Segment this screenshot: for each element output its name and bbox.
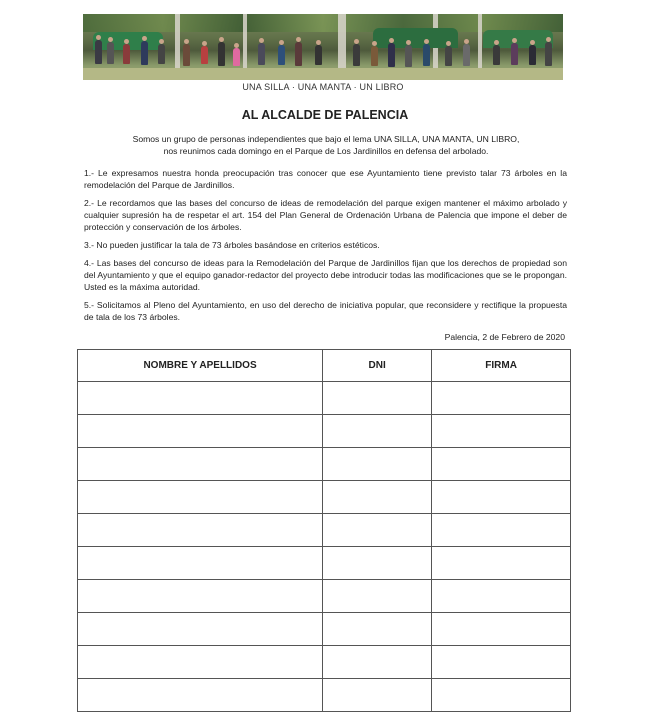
column-header-name: NOMBRE Y APELLIDOS — [78, 350, 323, 382]
header-banner — [83, 14, 563, 94]
name-cell — [78, 646, 323, 679]
table-row — [78, 580, 571, 613]
table-row — [78, 514, 571, 547]
name-cell — [78, 415, 323, 448]
dni-cell — [323, 580, 432, 613]
petition-point-2: 2.- Le recordamos que las bases del concurso de ideas de remodelación del parque exigen mantener el máximo arbolado y cualquier supresión ha de respetar el art. 154 del Plan General de Ordenación Urbana de Palencia que impone el deber de protección y conservación de los árboles. — [84, 198, 567, 232]
signature-cell — [432, 514, 571, 547]
table-row — [78, 679, 571, 712]
signature-cell — [432, 580, 571, 613]
name-cell — [78, 514, 323, 547]
signature-cell — [432, 547, 571, 580]
dni-cell — [323, 547, 432, 580]
table-header-row — [78, 350, 571, 382]
signature-cell — [432, 481, 571, 514]
document-title: AL ALCALDE DE PALENCIA — [241, 108, 409, 122]
column-header-signature: FIRMA — [432, 350, 571, 382]
petition-point-1: 1.- Le expresamos nuestra honda preocupación tras conocer que ese Ayuntamiento tiene previsto talar 73 árboles en la remodelación del Parque de Jardinillos. — [84, 168, 567, 190]
table-row — [78, 415, 571, 448]
table-row — [78, 613, 571, 646]
name-cell — [78, 679, 323, 712]
petition-point-4: 4.- Las bases del concurso de ideas para la Remodelación del Parque de Jardinillos fijan que los derechos de propiedad son del Ayuntamiento y que el equipo ganador-redactor del proyecto debe introducir todas las modificaciones que se le propongan. Usted es la máxima autoridad. — [84, 258, 567, 292]
name-cell — [78, 481, 323, 514]
dni-cell — [323, 679, 432, 712]
signature-cell — [432, 613, 571, 646]
crowd-in-park-photo — [83, 14, 563, 80]
signature-cell — [432, 382, 571, 415]
signature-cell — [432, 415, 571, 448]
document-date: Palencia, 2 de Febrero de 2020 — [444, 332, 565, 342]
dni-cell — [323, 514, 432, 547]
dni-cell — [323, 481, 432, 514]
intro-line: nos reunimos cada domingo en el Parque de Los Jardinillos en defensa del arbolado. — [163, 146, 489, 156]
table-row — [78, 646, 571, 679]
name-cell — [78, 547, 323, 580]
dni-cell — [323, 646, 432, 679]
table-row — [78, 382, 571, 415]
signature-cell — [432, 646, 571, 679]
table-row — [78, 547, 571, 580]
name-cell — [78, 580, 323, 613]
name-cell — [78, 613, 323, 646]
petition-point-3: 3.- No pueden justificar la tala de 73 árboles basándose en criterios estéticos. — [84, 240, 380, 250]
column-header-dni: DNI — [323, 350, 432, 382]
signature-rows — [78, 382, 571, 712]
signature-cell — [432, 448, 571, 481]
signature-table — [77, 349, 571, 712]
name-cell — [78, 448, 323, 481]
petition-points — [84, 167, 567, 329]
name-cell — [78, 382, 323, 415]
dni-cell — [323, 382, 432, 415]
dni-cell — [323, 415, 432, 448]
dni-cell — [323, 448, 432, 481]
dni-cell — [323, 613, 432, 646]
signature-cell — [432, 679, 571, 712]
intro-paragraph — [120, 133, 532, 157]
banner-caption: UNA SILLA · UNA MANTA · UN LIBRO — [83, 80, 563, 94]
petition-point-5: 5.- Solicitamos al Pleno del Ayuntamiento, en uso del derecho de iniciativa popular, que reconsidere y rectifique la propuesta de tala de los 73 árboles. — [84, 300, 567, 322]
intro-line: Somos un grupo de personas independientes que bajo el lema UNA SILLA, UNA MANTA, UN LIBRO, — [132, 134, 520, 144]
table-row — [78, 448, 571, 481]
table-row — [78, 481, 571, 514]
